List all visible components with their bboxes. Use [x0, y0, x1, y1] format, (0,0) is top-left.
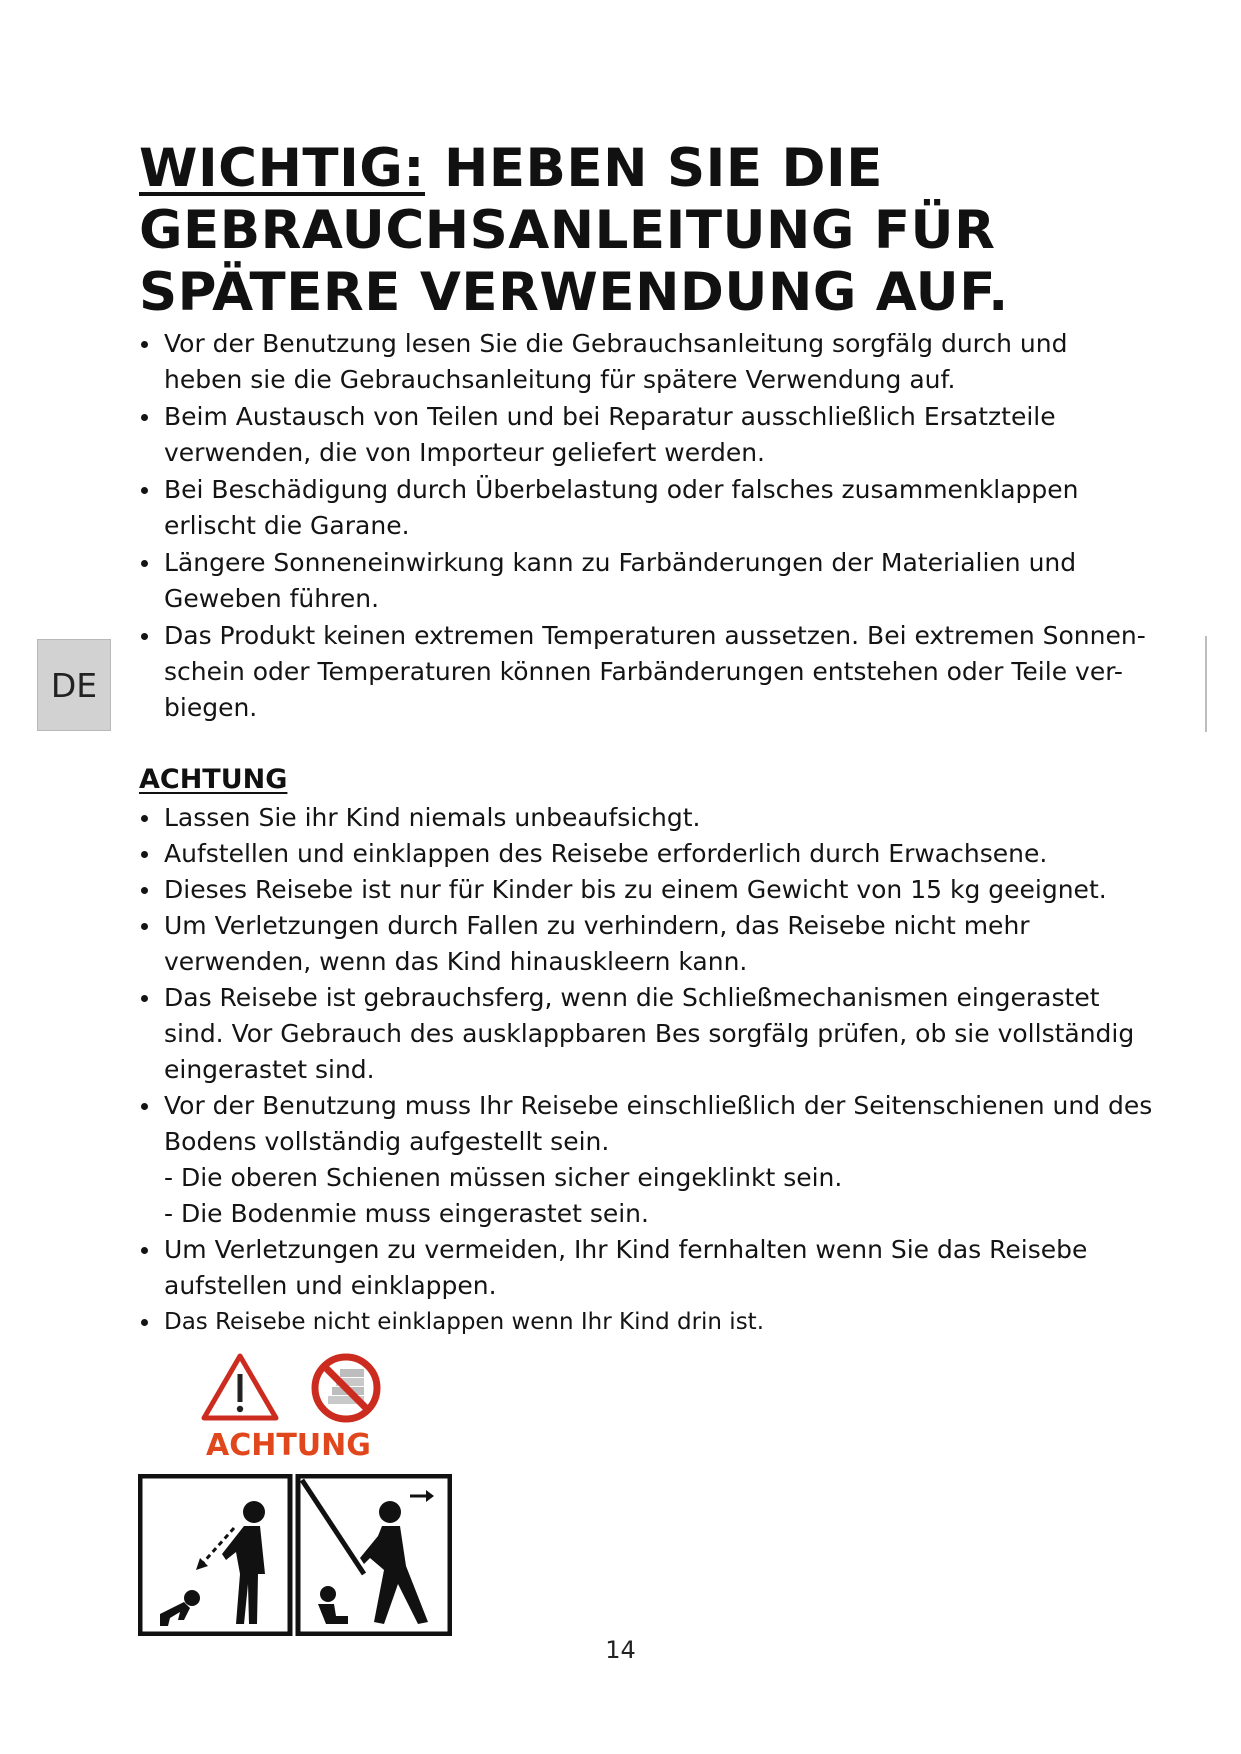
page-heading: [139, 138, 1159, 324]
list-item: Aufstellen und einklappen des Reisebe erforderlich durch Erwachsene.: [139, 836, 1159, 872]
list-item: Vor der Benutzung lesen Sie die Gebrauchsanleitung sorgfälg durch und heben sie die Gebrauchsanleitung für spätere Verwendung auf.: [139, 326, 1159, 398]
warning-section-title: ACHTUNG: [139, 764, 288, 795]
page-number: 14: [605, 1636, 636, 1664]
intro-list: [139, 326, 1159, 727]
page-edge-divider: [1205, 636, 1207, 732]
list-item: Um Verletzungen zu vermeiden, Ihr Kind fernhalten wenn Sie das Reisebe aufstellen und einklappen.: [139, 1232, 1159, 1304]
list-item: Längere Sonneneinwirkung kann zu Farbänderungen der Materialien und Geweben führen.: [139, 545, 1159, 617]
heading-prefix: WICHTIG:: [139, 138, 426, 199]
no-climbing-icon: [315, 1357, 377, 1419]
heading-rest: HEBEN SIE DIE GEBRAUCHSANLEITUNG FÜR SPÄTERE VERWENDUNG AUF.: [139, 138, 1009, 323]
list-item: Vor der Benutzung muss Ihr Reisebe einschließlich der Seitenschienen und des Bodens vollständig aufgestellt sein. - Die oberen Schienen müssen sicher eingeklinkt sein. - Die Bodenmie muss eingerastet sein.: [139, 1088, 1159, 1232]
list-item: Das Reisebe nicht einklappen wenn Ihr Kind drin ist.: [139, 1304, 1159, 1340]
warning-graphic-label: ACHTUNG: [206, 1428, 371, 1462]
list-item: Das Reisebe ist gebrauchsferg, wenn die Schließmechanismen eingerastet sind. Vor Gebrauch des ausklappbaren Bes sorgfälg prüfen, ob sie vollständig eingerastet sind.: [139, 980, 1159, 1088]
list-item: Bei Beschädigung durch Überbelastung oder falsches zusammenklappen erlischt die Garane.: [139, 472, 1159, 544]
list-item: Lassen Sie ihr Kind niemals unbeaufsichgt.: [139, 800, 1159, 836]
list-item: Beim Austausch von Teilen und bei Reparatur ausschließlich Ersatzteile verwenden, die von Importeur geliefert werden.: [139, 399, 1159, 471]
list-item: Dieses Reisebe ist nur für Kinder bis zu einem Gewicht von 15 kg geeignet.: [139, 872, 1159, 908]
warning-list: [139, 800, 1159, 1340]
warning-graphic: [200, 1352, 400, 1462]
warning-triangle-icon: [204, 1356, 276, 1418]
safety-pictogram: [138, 1474, 452, 1636]
list-item: Das Produkt keinen extremen Temperaturen aussetzen. Bei extremen Sonnen- schein oder Temperaturen können Farbänderungen entstehen oder Teile ver- biegen.: [139, 618, 1159, 726]
list-item: Um Verletzungen durch Fallen zu verhindern, das Reisebe nicht mehr verwenden, wenn das Kind hinauskleern kann.: [139, 908, 1159, 980]
language-tab: DE: [37, 639, 111, 731]
